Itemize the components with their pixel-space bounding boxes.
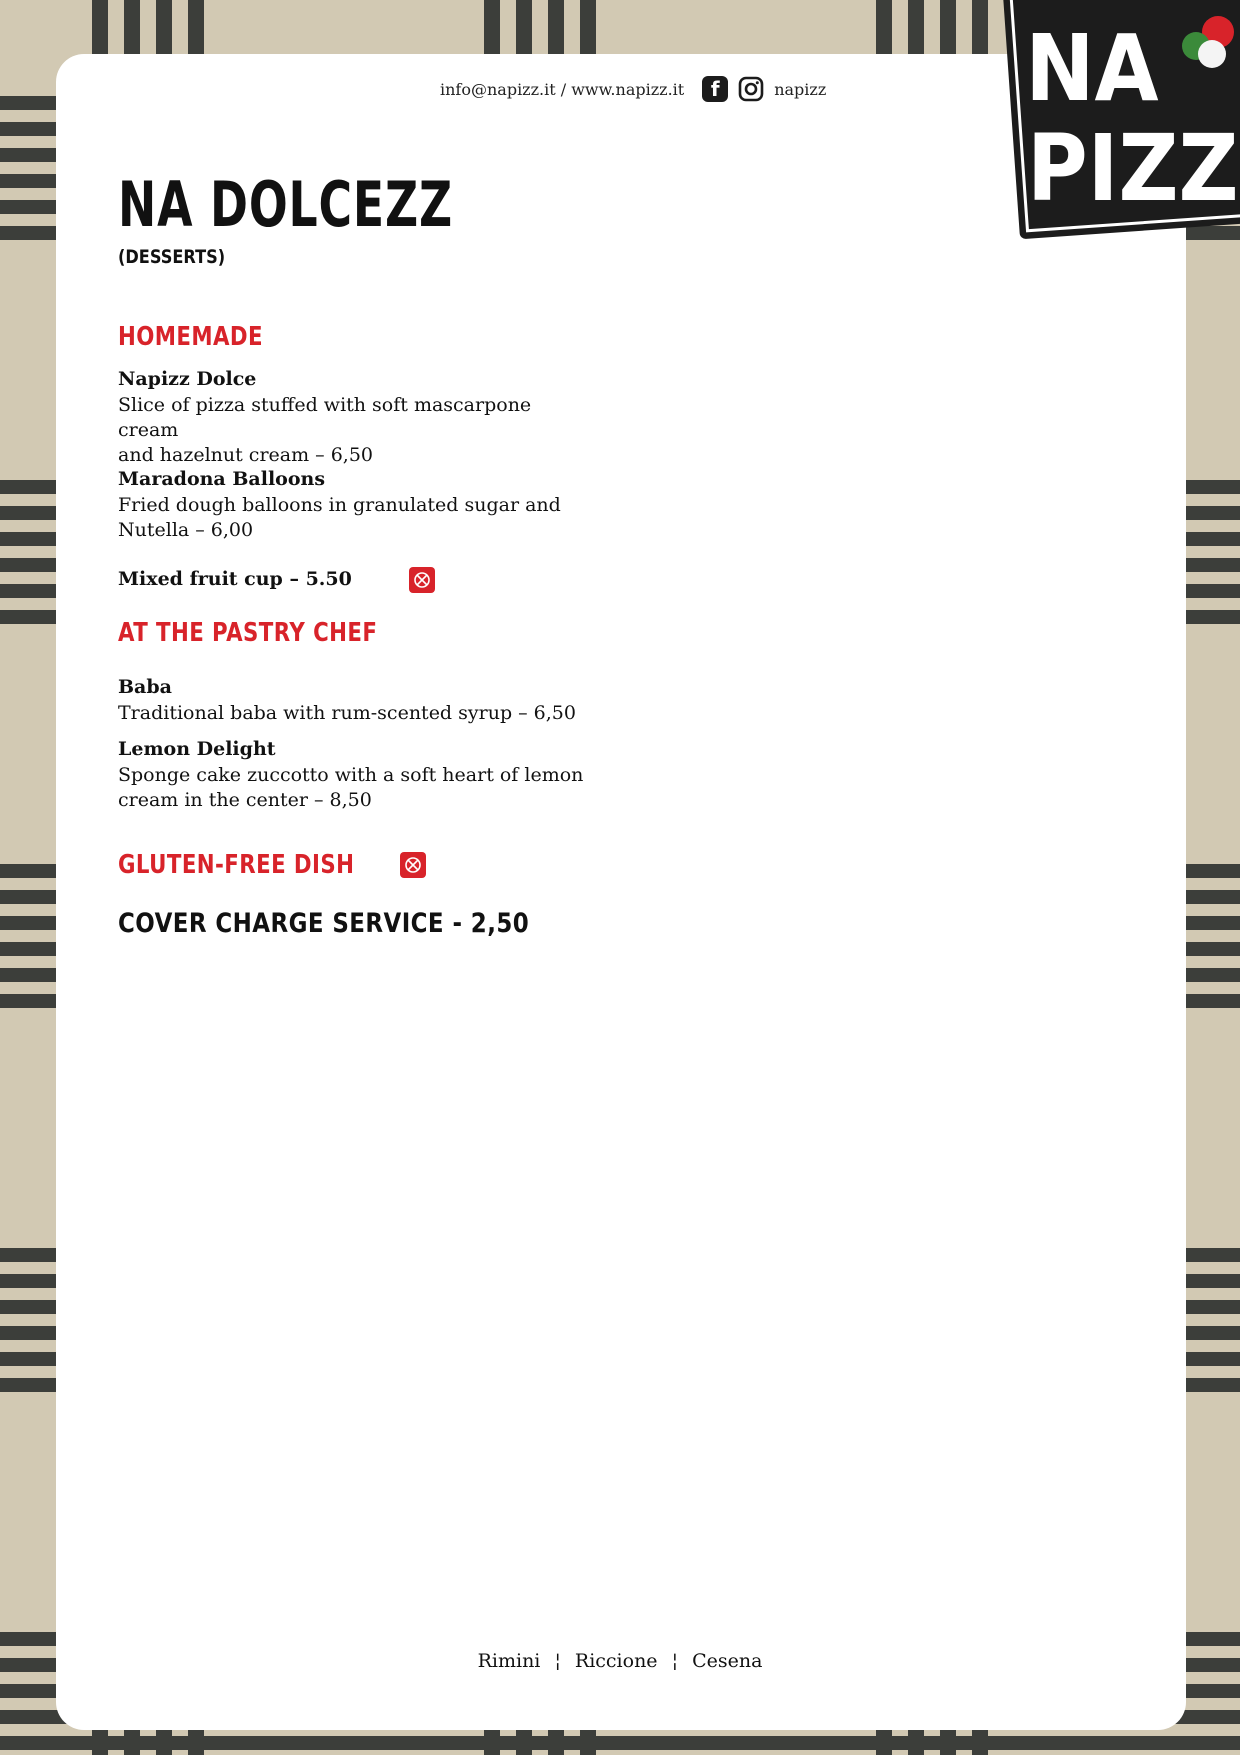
item-name-lemon-delight: Lemon Delight: [118, 738, 276, 760]
item-desc-line: Traditional baba with rum-scented syrup – 6,50: [118, 702, 576, 724]
gluten-free-legend-label: GLUTEN-FREE DISH: [118, 850, 355, 880]
item-desc-lemon-delight: [118, 763, 588, 813]
social-handle[interactable]: napizz: [774, 79, 827, 99]
page-subtitle: (DESSERTS): [118, 246, 226, 268]
contact-info[interactable]: info@napizz.it / www.napizz.it: [440, 79, 685, 99]
napizz-logo: [1000, 0, 1240, 240]
cover-charge: COVER CHARGE SERVICE - 2,50: [118, 908, 530, 939]
location-separator: ¦: [671, 1650, 679, 1672]
facebook-icon[interactable]: f: [702, 76, 728, 102]
item-name-mixed-fruit-cup: Mixed fruit cup – 5.50: [118, 568, 352, 590]
location-cesena: Cesena: [692, 1650, 763, 1672]
section-heading-pastry-chef: AT THE PASTRY CHEF: [118, 618, 378, 648]
section-heading-homemade: HOMEMADE: [118, 322, 264, 352]
logo-line2: PIZZ: [1027, 114, 1239, 223]
location-separator: ¦: [554, 1650, 561, 1672]
item-desc-baba: [118, 701, 588, 726]
item-desc-line: Slice of pizza stuffed with soft mascarpone cream: [118, 394, 532, 441]
item-desc-line: Sponge cake zuccotto with a soft heart of lemon: [118, 764, 584, 786]
item-name-maradona-balloons: Maradona Balloons: [118, 468, 326, 490]
item-desc-maradona-balloons: [118, 493, 588, 543]
item-desc-line: and hazelnut cream – 6,50: [118, 444, 374, 466]
item-desc-line: Fried dough balloons in granulated sugar and: [118, 494, 561, 516]
page-title: NA DOLCEZZ: [118, 168, 453, 241]
location-riccione: Riccione: [574, 1650, 658, 1672]
item-desc-line: cream in the center – 8,50: [118, 789, 372, 811]
instagram-icon[interactable]: [738, 76, 764, 102]
footer-locations: [0, 1650, 1240, 1672]
contact-bar: [440, 76, 826, 102]
logo-line1: NA: [1025, 14, 1159, 123]
gluten-free-icon: [409, 567, 435, 593]
item-name-napizz-dolce: Napizz Dolce: [118, 368, 257, 390]
item-desc-line: Nutella – 6,00: [118, 519, 254, 541]
menu-card: [56, 54, 1186, 1730]
gluten-free-icon: [400, 852, 426, 878]
location-rimini: Rimini: [477, 1650, 541, 1672]
item-desc-napizz-dolce: [118, 393, 588, 468]
item-name-baba: Baba: [118, 676, 172, 698]
